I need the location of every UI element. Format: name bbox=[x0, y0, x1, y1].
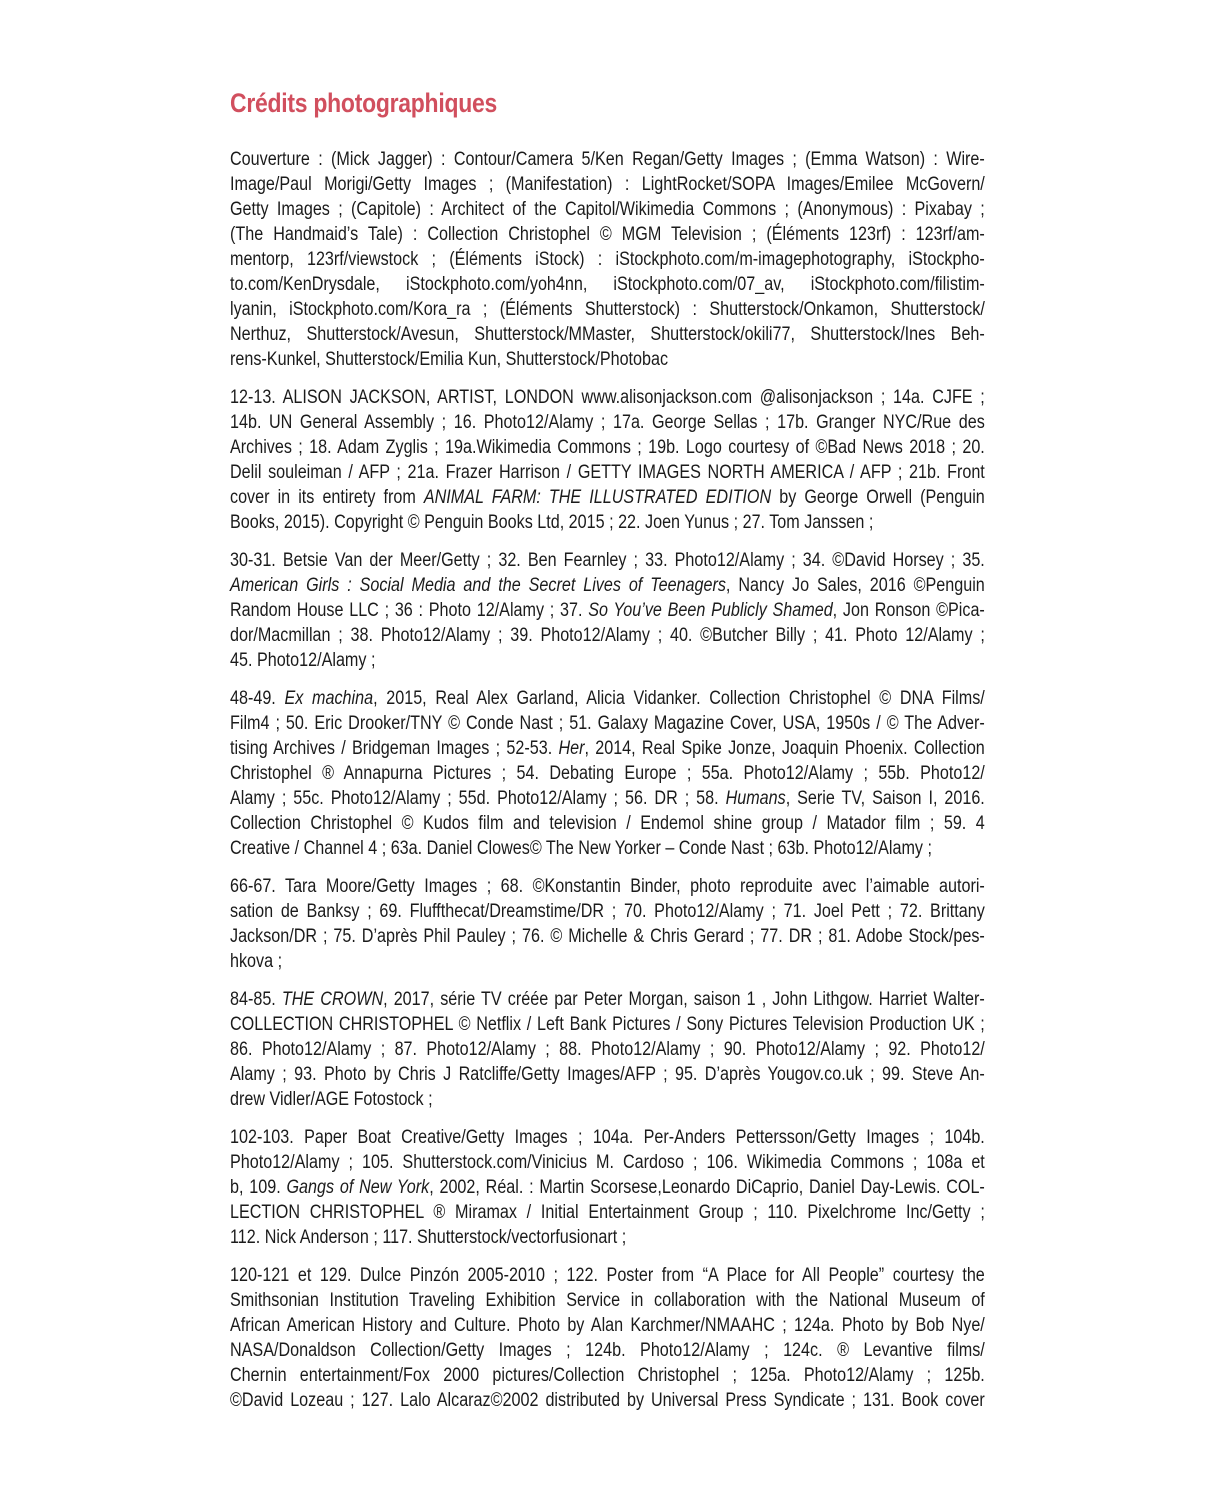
work-title-italic: American Girls : Social Media and the Secret Lives of Teenagers bbox=[230, 575, 726, 596]
credit-line: Random House LLC ; 36 : Photo 12/Alamy ; 37. So You’ve Been Publicly Shamed, Jon Ronson ©Pica- bbox=[230, 600, 985, 621]
credit-line: COLLECTION CHRISTOPHEL © Netflix / Left Bank Pictures / Sony Pictures Television Production UK ; bbox=[230, 1014, 985, 1035]
credit-paragraph-pages-120-131 bbox=[230, 1263, 985, 1413]
credit-line: 102-103. Paper Boat Creative/Getty Images ; 104a. Per-Anders Pettersson/Getty Images ; 104b. bbox=[230, 1127, 985, 1148]
credit-paragraph-pages-12-27 bbox=[230, 385, 985, 535]
credit-line: mentorp, 123rf/viewstock ; (Éléments iStock) : iStockphoto.com/m-imagephotography, iStockpho- bbox=[230, 249, 985, 270]
credit-line: tising Archives / Bridgeman Images ; 52-53. Her, 2014, Real Spike Jonze, Joaquin Phoenix. Collection bbox=[230, 738, 985, 759]
credit-line: b, 109. Gangs of New York, 2002, Réal. : Martin Scorsese,Leonardo DiCaprio, Daniel Day-Lewis. COL- bbox=[230, 1177, 985, 1198]
work-title-italic: THE CROWN bbox=[281, 989, 384, 1010]
credit-line: to.com/KenDrysdale, iStockphoto.com/yoh4nn, iStockphoto.com/07_av, iStockphoto.com/filistim- bbox=[230, 274, 985, 295]
work-title-italic: Gangs of New York bbox=[286, 1177, 430, 1198]
credit-line: 120-121 et 129. Dulce Pinzón 2005-2010 ; 122. Poster from “A Place for All People” courtesy the bbox=[230, 1265, 985, 1286]
credit-line: Archives ; 18. Adam Zyglis ; 19a.Wikimedia Commons ; 19b. Logo courtesy of ©Bad News 2018 ; 20. bbox=[230, 437, 985, 458]
credit-line: Smithsonian Institution Traveling Exhibition Service in collaboration with the National Museum of bbox=[230, 1290, 985, 1311]
credit-line: 30-31. Betsie Van der Meer/Getty ; 32. Ben Fearnley ; 33. Photo12/Alamy ; 34. ©David Horsey ; 35. bbox=[230, 550, 985, 571]
credit-line: NASA/Donaldson Collection/Getty Images ; 124b. Photo12/Alamy ; 124c. ® Levantive films/ bbox=[230, 1340, 985, 1361]
credit-line: Couverture : (Mick Jagger) : Contour/Camera 5/Ken Regan/Getty Images ; (Emma Watson) : Wire- bbox=[230, 149, 985, 170]
credit-paragraph-pages-102-117 bbox=[230, 1125, 985, 1250]
credit-line: Collection Christophel © Kudos film and television / Endemol shine group / Matador film ; 59. 4 bbox=[230, 813, 985, 834]
credit-line: (The Handmaid’s Tale) : Collection Christophel © MGM Television ; (Éléments 123rf) : 123rf/am- bbox=[230, 224, 985, 245]
credit-paragraph-pages-30-45 bbox=[230, 548, 985, 673]
work-title-italic: Humans bbox=[725, 788, 786, 809]
credit-line: Delil souleiman / AFP ; 21a. Frazer Harrison / GETTY IMAGES NORTH AMERICA / AFP ; 21b. Front bbox=[230, 462, 985, 483]
credit-line: African American History and Culture. Photo by Alan Karchmer/NMAAHC ; 124a. Photo by Bob Nye/ bbox=[230, 1315, 985, 1336]
credit-line: 66-67. Tara Moore/Getty Images ; 68. ©Konstantin Binder, photo reproduite avec l’aimable autori- bbox=[230, 876, 985, 897]
credit-line: cover in its entirety from ANIMAL FARM: THE ILLUSTRATED EDITION by George Orwell (Penguin bbox=[230, 487, 985, 508]
work-title-italic: Her bbox=[558, 738, 585, 759]
credit-line: Alamy ; 55c. Photo12/Alamy ; 55d. Photo12/Alamy ; 56. DR ; 58. Humans, Serie TV, Saison I, 2016. bbox=[230, 788, 985, 809]
work-title-italic: Ex machina bbox=[284, 688, 374, 709]
credit-line: Alamy ; 93. Photo by Chris J Ratcliffe/Getty Images/AFP ; 95. D’après Yougov.co.uk ; 99. Steve An- bbox=[230, 1064, 985, 1085]
credit-line: lyanin, iStockphoto.com/Kora_ra ; (Éléments Shutterstock) : Shutterstock/Onkamon, Shutterstock/ bbox=[230, 299, 985, 320]
credit-line: Film4 ; 50. Eric Drooker/TNY © Conde Nast ; 51. Galaxy Magazine Cover, USA, 1950s / © The Adver- bbox=[230, 713, 985, 734]
credit-paragraph-couverture bbox=[230, 147, 985, 372]
work-title-italic: So You’ve Been Publicly Shamed bbox=[588, 600, 833, 621]
credit-line: 84-85. THE CROWN, 2017, série TV créée par Peter Morgan, saison 1 , John Lithgow. Harriet Walter- bbox=[230, 989, 985, 1010]
credit-line: 12-13. ALISON JACKSON, ARTIST, LONDON www.alisonjackson.com @alisonjackson ; 14a. CJFE ; bbox=[230, 387, 985, 408]
credit-line: American Girls : Social Media and the Secret Lives of Teenagers, Nancy Jo Sales, 2016 ©Penguin bbox=[230, 575, 985, 596]
credit-paragraph-pages-48-63 bbox=[230, 686, 985, 861]
credit-line: Getty Images ; (Capitole) : Architect of the Capitol/Wikimedia Commons ; (Anonymous) : Pixabay ; bbox=[230, 199, 985, 220]
credit-line: hkova ; bbox=[230, 951, 283, 972]
credit-line: dor/Macmillan ; 38. Photo12/Alamy ; 39. Photo12/Alamy ; 40. ©Butcher Billy ; 41. Photo 12/Alamy ; bbox=[230, 625, 985, 646]
credit-line: 45. Photo12/Alamy ; bbox=[230, 650, 376, 671]
credit-line: Photo12/Alamy ; 105. Shutterstock.com/Vinicius M. Cardoso ; 106. Wikimedia Commons ; 108a et bbox=[230, 1152, 985, 1173]
credit-line: Christophel ® Annapurna Pictures ; 54. Debating Europe ; 55a. Photo12/Alamy ; 55b. Photo12/ bbox=[230, 763, 985, 784]
credit-paragraph-pages-66-81 bbox=[230, 874, 985, 974]
credit-line: 48-49. Ex machina, 2015, Real Alex Garland, Alicia Vidanker. Collection Christophel © DNA Films/ bbox=[230, 688, 985, 709]
credit-line: Nerthuz, Shutterstock/Avesun, Shutterstock/MMaster, Shutterstock/okili77, Shutterstock/Ines Beh- bbox=[230, 324, 985, 345]
credit-line: ©David Lozeau ; 127. Lalo Alcaraz©2002 distributed by Universal Press Syndicate ; 131. Book cover bbox=[230, 1390, 985, 1411]
credit-line: sation de Banksy ; 69. Fluffthecat/Dreamstime/DR ; 70. Photo12/Alamy ; 71. Joel Pett ; 72. Brittany bbox=[230, 901, 985, 922]
credit-line: 112. Nick Anderson ; 117. Shutterstock/vectorfusionart ; bbox=[230, 1227, 627, 1248]
credit-line: Image/Paul Morigi/Getty Images ; (Manifestation) : LightRocket/SOPA Images/Emilee McGovern/ bbox=[230, 174, 985, 195]
credit-line: rens-Kunkel, Shutterstock/Emilia Kun, Shutterstock/Photobac bbox=[230, 349, 669, 370]
credit-line: 86. Photo12/Alamy ; 87. Photo12/Alamy ; 88. Photo12/Alamy ; 90. Photo12/Alamy ; 92. Photo12/ bbox=[230, 1039, 985, 1060]
credit-line: drew Vidler/AGE Fotostock ; bbox=[230, 1089, 433, 1110]
credit-line: Books, 2015). Copyright © Penguin Books Ltd, 2015 ; 22. Joen Yunus ; 27. Tom Janssen ; bbox=[230, 512, 874, 533]
work-title-italic: ANIMAL FARM: THE ILLUSTRATED EDITION bbox=[423, 487, 772, 508]
credit-line: Chernin entertainment/Fox 2000 pictures/Collection Christophel ; 125a. Photo12/Alamy ; 125b. bbox=[230, 1365, 985, 1386]
credit-line: LECTION CHRISTOPHEL ® Miramax / Initial Entertainment Group ; 110. Pixelchrome Inc/Getty ; bbox=[230, 1202, 985, 1223]
credit-line: Jackson/DR ; 75. D’après Phil Pauley ; 76. © Michelle & Chris Gerard ; 77. DR ; 81. Adobe Stock/pes- bbox=[230, 926, 985, 947]
credits-paragraphs bbox=[230, 147, 985, 1413]
credits-content bbox=[230, 85, 985, 1413]
credit-line: 14b. UN General Assembly ; 16. Photo12/Alamy ; 17a. George Sellas ; 17b. Granger NYC/Rue des bbox=[230, 412, 985, 433]
credit-line: Creative / Channel 4 ; 63a. Daniel Clowes© The New Yorker – Conde Nast ; 63b. Photo12/Alamy ; bbox=[230, 838, 932, 859]
page-title: Crédits photographiques bbox=[230, 88, 497, 118]
credit-paragraph-pages-84-99 bbox=[230, 987, 985, 1112]
